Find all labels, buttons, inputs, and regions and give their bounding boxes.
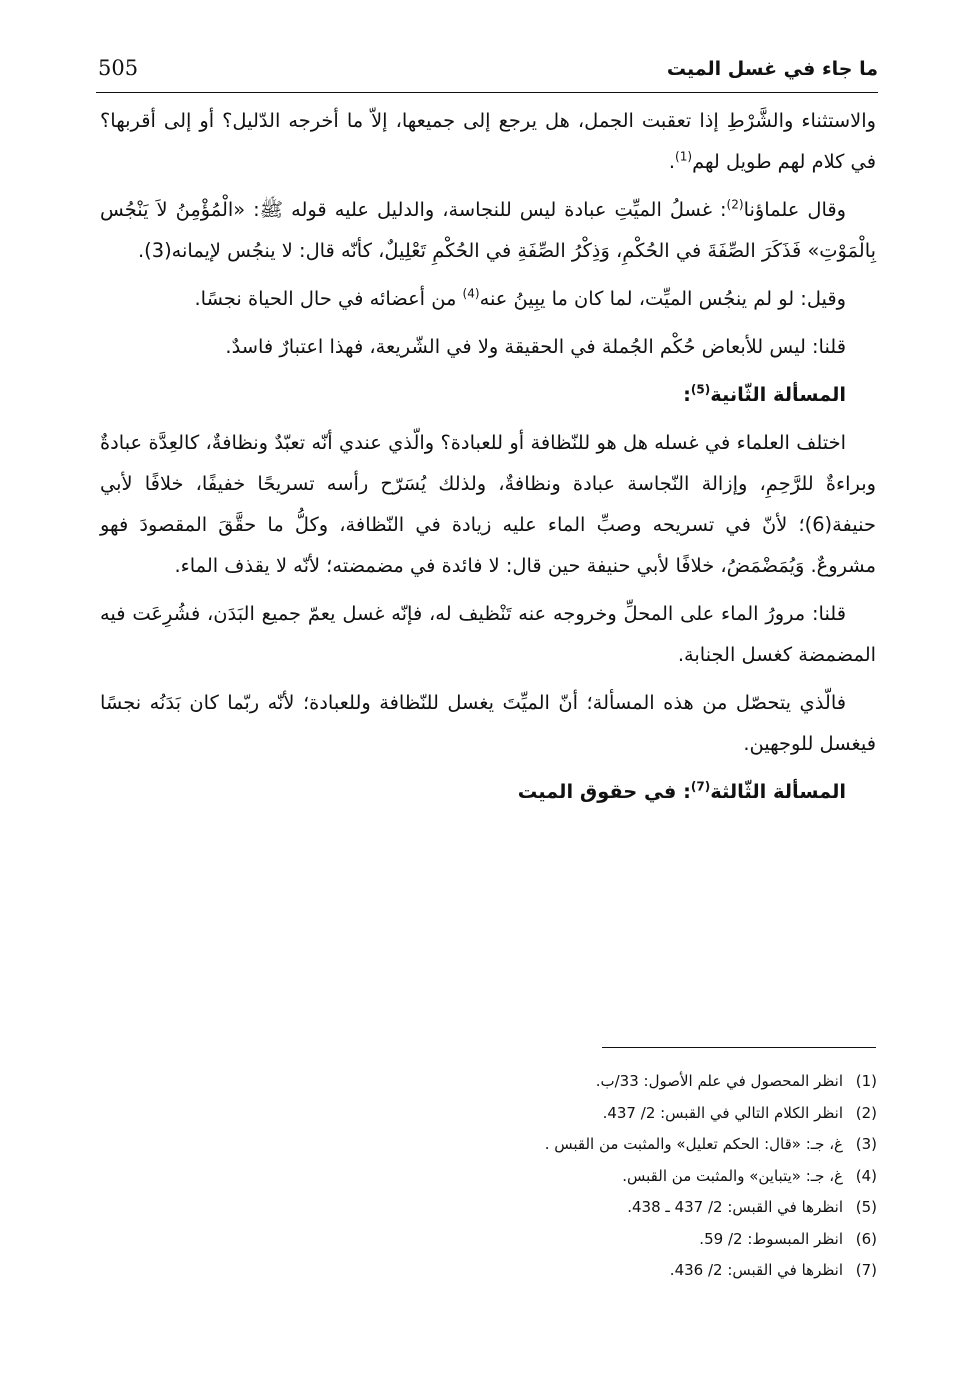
section-heading: المسألة الثّالثة$^{(7)}$: في حقوق الميت: [517, 779, 846, 803]
footnote-ref: (4): [462, 286, 480, 301]
footnote-separator: [602, 1047, 876, 1048]
footnote: (4)غ، جـ: «يتباين» والمثبت من القبس.: [622, 1166, 877, 1185]
main-text: [100, 100, 876, 819]
paragraph: والاستثناء والشَّرْطِ إذا تعقبت الجمل، هل يرجع إلى جميعها، إلاّ ما أخرجه الدّليل؟ أو إلى أقربها؟ في كلام لهم طويل لهم$^{(1)}$.: [100, 109, 876, 173]
paragraph: وقيل: لو لم ينجُس الميِّت، لما كان ما يبِينُ عنه$^{(4)}$ من أعضائه في حال الحياة نجسًا.: [194, 286, 846, 310]
footnote-ref: (5): [690, 382, 711, 397]
footnote: (6)انظر المبسوط: 2/ 59.: [699, 1229, 877, 1248]
chapter-title: ما جاء في غسل الميت: [666, 58, 878, 80]
footnote-ref: (2): [726, 197, 744, 212]
paragraph: وقال علماؤنا$^{(2)}$: غسلُ الميِّتِ عبادة ليس للنجاسة، والدليل عليه قوله ﷺ: «الْمُؤْمِنُ لاَ يَنْجُس بِالْمَوْتِ» فَذَكَرَ الصِّفَةَ في الحُكْمِ، وَذِكْرُ الصِّفَةِ في الحُكْمِ تَعْلِيلٌ، كأنّه قال: لا ينجُس لإيمانه(3).: [100, 197, 876, 262]
footnote: (1)انظر المحصول في علم الأصول: 33/ب.: [595, 1072, 877, 1090]
footnote: (3)غ، جـ: «قال: الحكم تعليل» والمثبت من القبس .: [544, 1135, 877, 1153]
page-number: 505: [98, 56, 139, 80]
footnote: (2)انظر الكلام التالي في القبس: 2/ 437.: [602, 1103, 877, 1122]
footnote-ref: (7): [690, 779, 711, 794]
paragraph: قلنا: ليس للأبعاض حُكْم الجُملة في الحقيقة ولا في الشّريعة، فهذا اعتبارٌ فاسدٌ.: [225, 335, 846, 358]
footnote: (7)انظرها في القبس: 2/ 436.: [669, 1261, 877, 1279]
paragraph: قلنا: مرورُ الماء على المحلِّ وخروجه عنه تَنْظيف له، فإنّه غسل يعمّ جميع البَدَن، فشُرِعَت فيه المضمضة كغسل الجنابة.: [100, 602, 876, 666]
footnote: (5)انظرها في القبس: 2/ 437 ـ 438.: [627, 1198, 877, 1216]
paragraph: اختلف العلماء في غسله هل هو للنّظافة أو للعبادة؟ والّذي عندي أنّه تعبّدٌ ونظافةٌ، كالعِدَّة عبادةٌ وبراءةٌ للرَّحِمِ، وإزالة النّجاسة عبادة ونظافةٌ، ولذلك يُسَرّح رأسه تسريحًا خفيفًا، خلافًا لأبي حنيفة(6)؛ لأنّ في تسريحه وصبِّ الماء عليه زيادة في النّظافة، وكلُّ ما حقَّقَ المقصودَ فهو مشروعٌ. وَيُمَضْمَضُ، خلافًا لأبي حنيفة حين قال: لا فائدة في مضمضته؛ لأنّه لا يقذف الماء.: [100, 431, 876, 577]
paragraph: فالّذي يتحصّل من هذه المسألة؛ أنّ الميِّتَ يغسل للنّظافة وللعبادة؛ لأنّه ربّما كان بَدَنُه نجسًا فيغسل للوجهين.: [100, 691, 876, 755]
footnotes: [117, 1066, 877, 1287]
section-heading: المسألة الثّانية$^{(5)}$:: [683, 382, 846, 406]
running-header: [96, 56, 878, 93]
footnote-ref: (1): [675, 149, 693, 164]
